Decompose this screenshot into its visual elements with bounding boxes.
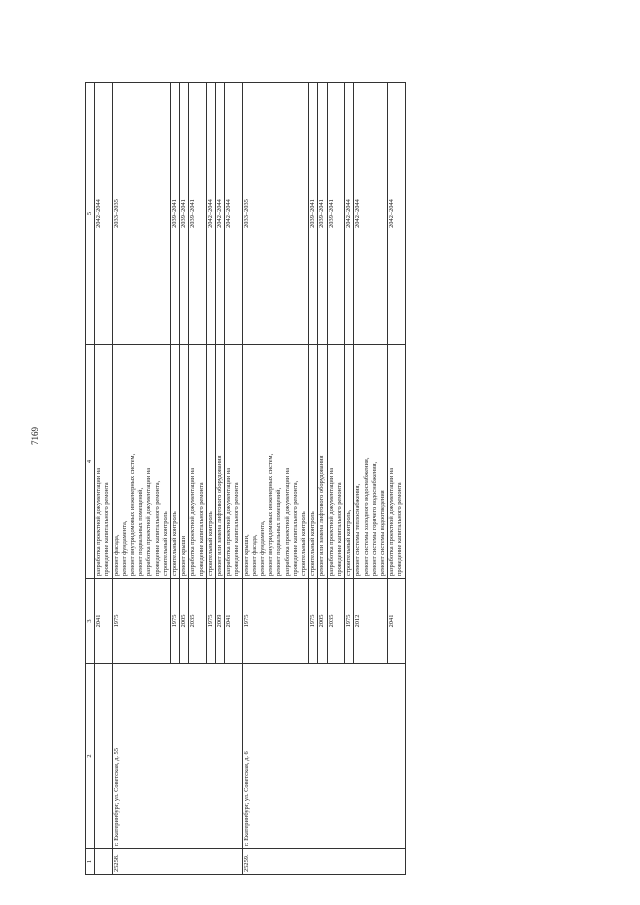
works-cell (388, 345, 405, 579)
work-item: строительный контроль, (345, 509, 353, 576)
page-number: 7169 (30, 427, 40, 445)
period-cell: 2042–2044 (225, 83, 242, 345)
column-header: 4 (86, 345, 95, 579)
year-cell: 2035 (327, 579, 344, 664)
period-cell: 2039–2041 (189, 83, 206, 345)
work-item: проведение капитального ремонта (197, 482, 205, 576)
work-item: разработка проектной документации на (189, 467, 197, 576)
works-cell (206, 345, 215, 579)
year-cell: 2041 (95, 579, 112, 664)
period-cell: 2039–2041 (327, 83, 344, 345)
works-cell (242, 345, 309, 579)
year-cell: 1975 (345, 579, 354, 664)
period-cell: 2042–2044 (388, 83, 405, 345)
year-cell: 2005 (318, 579, 327, 664)
works-cell (225, 345, 242, 579)
column-header: 2 (86, 664, 95, 849)
work-item: проведение капитального ремонта, (291, 480, 299, 576)
work-item: ремонт крыши (180, 535, 188, 576)
table-row (95, 83, 112, 875)
work-item: ремонт фундамента, (259, 520, 267, 576)
period-cell: 2042–2044 (354, 83, 388, 345)
work-item: проведение капитального ремонта (335, 482, 343, 576)
year-cell: 2041 (388, 579, 405, 664)
work-item: разработка проектной документации на (283, 467, 291, 576)
period-cell: 2033–2035 (242, 83, 309, 345)
column-header: 5 (86, 83, 95, 345)
work-item: ремонт системы водоотведения (378, 490, 386, 576)
year-cell: 2012 (354, 579, 388, 664)
works-cell (318, 345, 327, 579)
year-cell: 2009 (216, 579, 225, 664)
work-item: разработка проектной документации на (388, 467, 396, 576)
work-item: ремонт подвальных помещений, (275, 487, 283, 576)
column-header: 1 (86, 849, 95, 875)
work-item: строительный контроль (161, 511, 169, 576)
work-item: ремонт системы горячего водоснабжения, (370, 461, 378, 576)
work-item: ремонт фасада, (250, 534, 258, 576)
work-item: ремонт фасада, (112, 534, 120, 576)
works-cell (354, 345, 388, 579)
work-item: проведение капитального ремонта (233, 482, 241, 576)
works-cell (327, 345, 344, 579)
year-cell: 1975 (242, 579, 309, 664)
table-body (95, 83, 405, 875)
period-cell: 2039–2041 (318, 83, 327, 345)
work-item: разработка проектной документации на (145, 467, 153, 576)
work-item: строительный контроль (206, 511, 214, 576)
year-cell: 1975 (112, 579, 170, 664)
address-cell (95, 664, 112, 849)
work-item: ремонт внутридомовых инженерных систем, (267, 453, 275, 576)
period-cell: 2042–2044 (345, 83, 354, 345)
year-cell: 2005 (180, 579, 189, 664)
capital-repair-table (85, 82, 406, 875)
row-number-cell: 25258. (112, 849, 242, 875)
works-cell (345, 345, 354, 579)
year-cell: 2041 (225, 579, 242, 664)
works-cell (112, 345, 170, 579)
works-cell (180, 345, 189, 579)
work-item: ремонт системы холодного водоснабжения, (362, 457, 370, 576)
row-number-cell (95, 849, 112, 875)
works-cell (171, 345, 180, 579)
period-cell: 2039–2041 (309, 83, 318, 345)
works-cell (189, 345, 206, 579)
work-item: проведение капитального ремонта (396, 482, 404, 576)
work-item: строительный контроль (309, 511, 317, 576)
work-item: ремонт подвальных помещений, (137, 487, 145, 576)
year-cell: 1975 (309, 579, 318, 664)
period-cell: 2033–2035 (112, 83, 170, 345)
work-item: разработка проектной документации на (327, 467, 335, 576)
column-header: 3 (86, 579, 95, 664)
work-item: ремонт крыши, (242, 534, 250, 576)
year-cell: 1975 (206, 579, 215, 664)
period-cell: 2039–2041 (180, 83, 189, 345)
work-item: ремонт внутридомовых инженерных систем, (129, 453, 137, 576)
works-cell (216, 345, 225, 579)
work-item: разработка проектной документации на (225, 467, 233, 576)
period-cell: 2042–2044 (95, 83, 112, 345)
works-cell (95, 345, 112, 579)
work-item: проведение капитального ремонта (103, 482, 111, 576)
work-item: разработка проектной документации на (95, 467, 103, 576)
work-item: ремонт или замена лифтового оборудования (318, 455, 326, 576)
work-item: ремонт или замена лифтового оборудования (216, 455, 224, 576)
period-cell: 2042–2044 (206, 83, 215, 345)
year-cell: 1975 (171, 579, 180, 664)
work-item: ремонт фундамента, (120, 520, 128, 576)
table-row (112, 83, 170, 875)
address-cell: г. Екатеринбург, ул. Советская, д. 6 (242, 664, 405, 849)
table-row (242, 83, 309, 875)
header-row (86, 83, 95, 875)
row-number-cell: 25259. (242, 849, 405, 875)
address-cell: г. Екатеринбург, ул. Советская, д. 55 (112, 664, 242, 849)
works-cell (309, 345, 318, 579)
work-item: ремонт системы теплоснабжения, (354, 483, 362, 576)
work-item: строительный контроль (171, 511, 179, 576)
table-header (86, 83, 95, 875)
year-cell: 2035 (189, 579, 206, 664)
rotated-page-content (85, 83, 530, 875)
period-cell: 2039–2041 (171, 83, 180, 345)
work-item: строительный контроль (300, 511, 308, 576)
work-item: проведение капитального ремонта, (153, 480, 161, 576)
period-cell: 2042–2044 (216, 83, 225, 345)
